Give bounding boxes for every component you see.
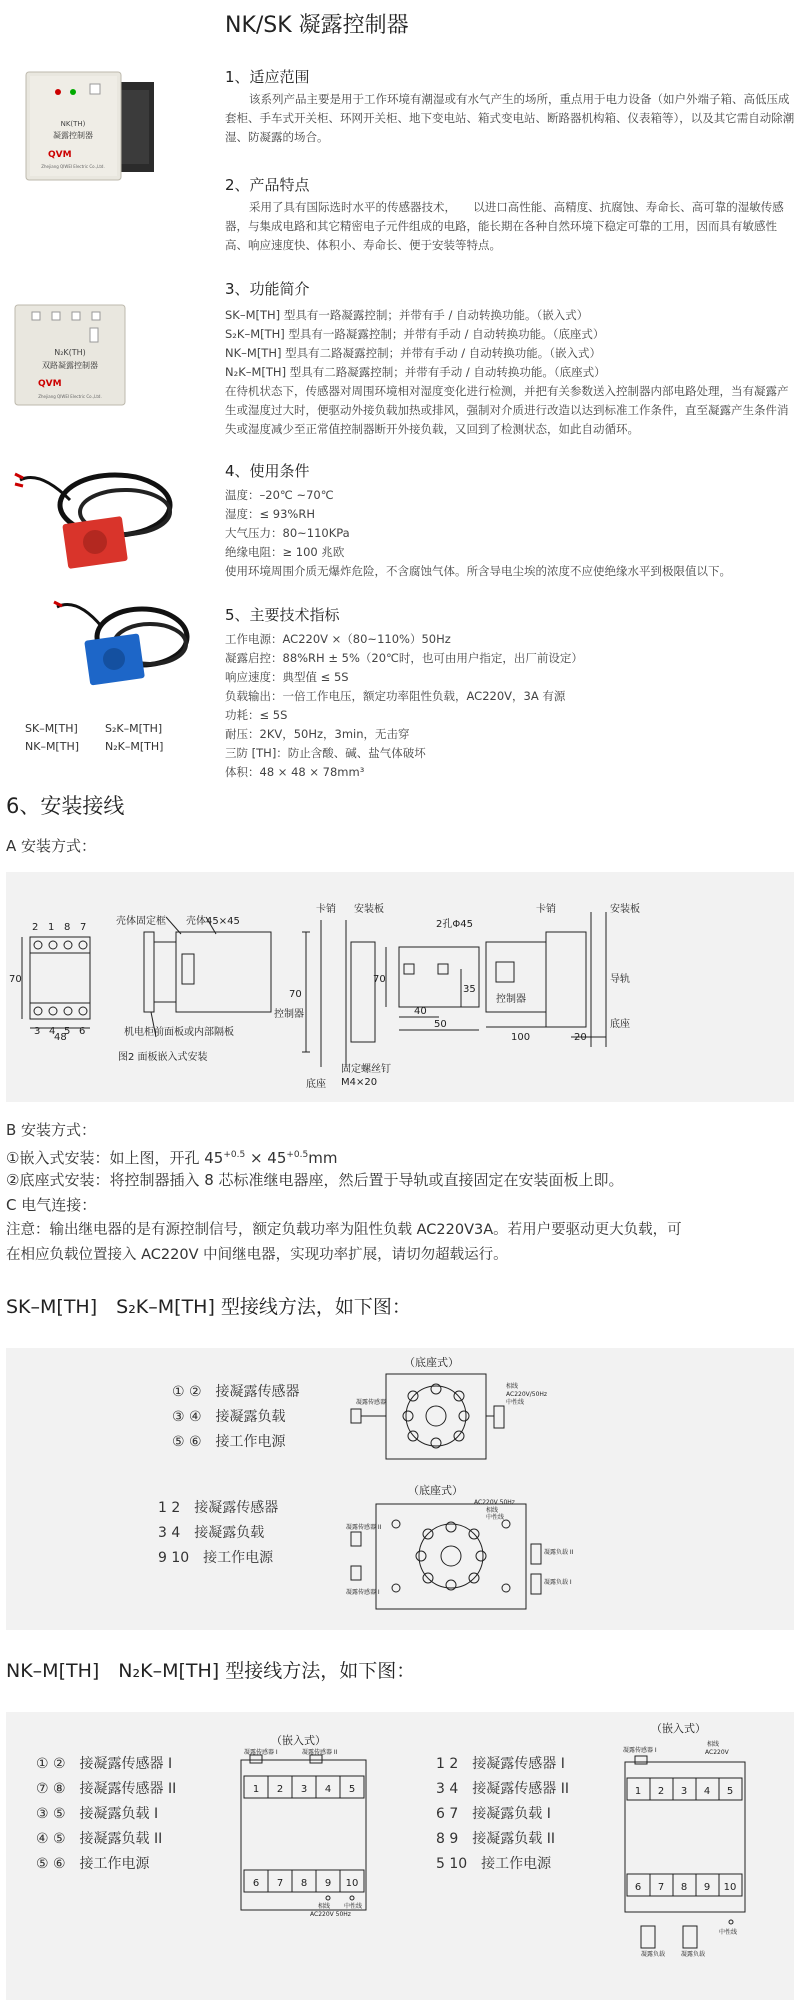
wiring1-diagram bbox=[346, 1354, 586, 1624]
wiring2-b-ac: AC220V bbox=[705, 1749, 729, 1756]
wiring2-b-bottom-8: 8 bbox=[680, 1882, 688, 1893]
dim-70-front: 70 bbox=[9, 974, 22, 985]
section2-heading: 2、产品特点 bbox=[225, 176, 310, 194]
red-sensor-photo bbox=[10, 460, 180, 580]
section5-line-5: 功耗：≤ 5S bbox=[225, 708, 288, 722]
install-b-heading: B 安装方式： bbox=[6, 1121, 97, 1139]
product2-name: N₂K(TH) bbox=[54, 348, 86, 357]
pin-label-bottom-4: 4 bbox=[49, 1026, 56, 1037]
installation-diagram bbox=[6, 872, 794, 1102]
wiring2-heading: NK–M[TH] N₂K–M[TH] 型接线方法，如下图： bbox=[6, 1660, 416, 1682]
section4-line-2: 湿度：≤ 93%RH bbox=[225, 507, 315, 521]
dim-40: 40 bbox=[414, 1006, 427, 1017]
install-b-line-1-mid: × 45 bbox=[245, 1149, 287, 1167]
sensor-image-red bbox=[10, 460, 180, 580]
section5-line-8: 体积：48 × 48 × 78mm³ bbox=[225, 765, 365, 779]
blue-sensor-photo bbox=[52, 592, 192, 702]
product2-sub: 双路凝露控制器 bbox=[42, 361, 98, 370]
pin-label-bottom-3: 3 bbox=[34, 1026, 41, 1037]
tolerance-1: +0.5 bbox=[223, 1150, 246, 1160]
panel-note: 机电柜前面板或内部隔板 bbox=[124, 1027, 234, 1038]
wiring2-a-top-1: 1 bbox=[252, 1784, 260, 1795]
section5-line-2: 凝露启控：88%RH ± 5%（20℃时，也可由用户指定，出厂前设定） bbox=[225, 651, 583, 665]
wiring1-b-line-3: 9 10 接工作电源 bbox=[158, 1550, 274, 1566]
controller-photo-1 bbox=[18, 62, 158, 187]
wiring2-b-bottom-10: 10 bbox=[723, 1882, 737, 1893]
sensor-image-blue bbox=[52, 592, 192, 702]
wiring2-b-neutral: 中性线 bbox=[719, 1929, 738, 1936]
holes-label: 2孔Φ45 bbox=[436, 919, 473, 930]
section5-line-4: 负载输出：一倍工作电压，额定功率阻性负载，AC220V，3A 有源 bbox=[225, 689, 566, 703]
wiring1-b-neutral: 中性线 bbox=[486, 1514, 505, 1521]
wiring1-b-ac: AC220V 50Hz bbox=[474, 1499, 515, 1506]
wiring2-b-line-3: 6 7 接凝露负载 I bbox=[436, 1806, 551, 1822]
model-label-s2k: S₂K–M[TH] bbox=[105, 722, 163, 735]
fig2-caption: 图2 面板嵌入式安装 bbox=[118, 1052, 208, 1063]
product2-company: Zhejiang QIWEI Electric Co.,Ltd. bbox=[38, 394, 102, 399]
wiring2-a-neutral: 中性线 bbox=[344, 1903, 363, 1910]
section5-line-7: 三防 [TH]：防止含酸、碱、盐气体破坏 bbox=[225, 746, 426, 760]
section3-line-4: N₂K–M[TH] 型具有二路凝露控制；并带有手动 / 自动转换功能。（底座式） bbox=[225, 365, 606, 379]
wiring2-a-line-2: ⑦ ⑧ 接凝露传感器 II bbox=[36, 1781, 177, 1797]
wiring1-a-line-2: ③ ④ 接凝露负载 bbox=[172, 1409, 286, 1425]
wiring1-a-title: （底座式） bbox=[404, 1356, 459, 1369]
dim-35: 35 bbox=[463, 984, 476, 995]
wiring2-b-top-2: 2 bbox=[657, 1786, 665, 1797]
note-line-2: 在相应负载位置接入 AC220V 中间继电器，实现功率扩展，请切勿超载运行。 bbox=[6, 1247, 508, 1263]
product1-brand: QVM bbox=[48, 150, 72, 160]
wiring2-a-diagram bbox=[236, 1720, 376, 1930]
wiring2-a-bottom-9: 9 bbox=[324, 1878, 332, 1889]
wiring2-a-line-5: ⑤ ⑥ 接工作电源 bbox=[36, 1856, 150, 1872]
wiring2-a-top-5: 5 bbox=[348, 1784, 356, 1795]
wiring2-b-diagram bbox=[621, 1712, 751, 1992]
wiring2-b-bottom-7: 7 bbox=[657, 1882, 665, 1893]
wiring2-a-bottom-10: 10 bbox=[345, 1878, 359, 1889]
wiring2-a-top-4: 4 bbox=[324, 1784, 332, 1795]
mount-board-label: 安装板 bbox=[354, 904, 384, 915]
product1-company: Zhejiang QIWEI Electric Co.,Ltd. bbox=[41, 164, 105, 169]
wiring2-b-title: （嵌入式） bbox=[651, 1722, 706, 1735]
wiring2-a-phase: 相线 bbox=[318, 1903, 331, 1910]
section5-line-6: 耐压：2KV，50Hz，3min，无击穿 bbox=[225, 727, 410, 741]
install-b-line-1 bbox=[6, 1143, 337, 1171]
controller-photo-2 bbox=[10, 300, 130, 410]
wiring1-b-title: （底座式） bbox=[408, 1484, 463, 1497]
section6-heading: 6、安装接线 bbox=[6, 794, 125, 818]
wiring1-heading: SK–M[TH] S₂K–M[TH] 型接线方法，如下图： bbox=[6, 1296, 411, 1318]
wiring2-b-bottom-6: 6 bbox=[634, 1882, 642, 1893]
dim-100: 100 bbox=[511, 1032, 531, 1043]
section3-line-1: SK–M[TH] 型具有一路凝露控制；并带有手 / 自动转换功能。（嵌入式） bbox=[225, 308, 589, 322]
wiring2-b-load2: 凝露负载 bbox=[681, 1951, 706, 1958]
dim-48: 48 bbox=[54, 1032, 67, 1043]
section5-heading: 5、主要技术指标 bbox=[225, 606, 340, 624]
wiring2-a-bottom-6: 6 bbox=[252, 1878, 260, 1889]
wiring1-a-phase: 相线 bbox=[506, 1383, 519, 1390]
wiring2-b-top-1: 1 bbox=[634, 1786, 642, 1797]
wiring2-b-line-4: 8 9 接凝露负载 II bbox=[436, 1831, 555, 1847]
base-label: 底座 bbox=[306, 1079, 326, 1090]
note-line-1: 注意：输出继电器的是有源控制信号，额定负载功率为阻性负载 AC220V3A。若用户要驱动更大负载，可 bbox=[6, 1222, 682, 1238]
wiring2-a-bottom-7: 7 bbox=[276, 1878, 284, 1889]
dim-70-side: 70 bbox=[289, 989, 302, 1000]
pin-label-bottom-6: 6 bbox=[79, 1026, 86, 1037]
section4-heading: 4、使用条件 bbox=[225, 462, 310, 480]
install-a-heading: A 安装方式： bbox=[6, 837, 97, 855]
wiring2-a-top-2: 2 bbox=[276, 1784, 284, 1795]
wiring2-b-phase: 相线 bbox=[707, 1741, 720, 1748]
pin-label: 卡销 bbox=[316, 904, 336, 915]
section3-line-3: NK–M[TH] 型具有二路凝露控制；并带有手动 / 自动转换功能。（嵌入式） bbox=[225, 346, 602, 360]
install-b-line-1-pre: ①嵌入式安装：如上图，开孔 45 bbox=[6, 1149, 224, 1167]
wiring1-b-phase: 相线 bbox=[486, 1507, 499, 1514]
wiring2-a-line-1: ① ② 接凝露传感器 I bbox=[36, 1756, 173, 1772]
section1-text: 该系列产品主要是用于工作环境有潮湿或有水气产生的场所，重点用于电力设备（如户外端子箱、高低压成套柜、手车式开关柜、环网开关柜、地下变电站、箱式变电站、断路器机构箱、仪表箱等），以及其它需自动除潮湿、防凝露的场合。 bbox=[225, 92, 795, 144]
wiring2-b-line-5: 5 10 接工作电源 bbox=[436, 1856, 552, 1872]
base-label-2: 底座 bbox=[610, 1019, 630, 1030]
section4-line-1: 温度：–20℃ ~70℃ bbox=[225, 488, 334, 502]
installation-diagram-panel bbox=[6, 872, 794, 1102]
wiring1-a-line-1: ① ② 接凝露传感器 bbox=[172, 1384, 300, 1400]
wiring2-b-load1: 凝露负载 bbox=[641, 1951, 666, 1958]
section4-line-3: 大气压力：80~110KPa bbox=[225, 526, 350, 540]
wiring2-a-line-3: ③ ⑤ 接凝露负载 I bbox=[36, 1806, 159, 1822]
section4-line-4: 绝缘电阻：≥ 100 兆欧 bbox=[225, 545, 345, 559]
wiring2-a-top-3: 3 bbox=[300, 1784, 308, 1795]
wiring1-a-line-3: ⑤ ⑥ 接工作电源 bbox=[172, 1434, 286, 1450]
screw-size-label: M4×20 bbox=[341, 1077, 378, 1088]
wiring2-b-sensor1: 凝露传感器 I bbox=[623, 1747, 657, 1754]
shell-frame-label: 壳体固定框 bbox=[116, 916, 166, 927]
wiring1-a-sensor: 凝露传感器 bbox=[356, 1399, 387, 1406]
wiring2-b-top-4: 4 bbox=[703, 1786, 711, 1797]
section3-line-2: S₂K–M[TH] 型具有一路凝露控制；并带有手动 / 自动转换功能。（底座式） bbox=[225, 327, 605, 341]
pin-label-top-2: 2 bbox=[32, 922, 39, 933]
dim-70-plate: 70 bbox=[373, 974, 386, 985]
section3-text: 在待机状态下，传感器对周围环境相对湿度变化进行检测，并把有关参数送入控制器内部电路处理，当有凝露产生或湿度过大时，便驱动外接负载加热或排风，强制对介质进行改造以达到标准工作条件，直至凝露产生条件消失或湿度减少至正常值控制器断开外接负载，又回到了检测状态，如此自动循环。 bbox=[225, 384, 789, 436]
wiring2-a-sensor1: 凝露传感器 I bbox=[244, 1749, 278, 1756]
model-label-nk: NK–M[TH] bbox=[25, 740, 80, 753]
dim-20: 20 bbox=[574, 1032, 587, 1043]
wiring2-b-bottom-9: 9 bbox=[703, 1882, 711, 1893]
product1-sub: 凝露控制器 bbox=[53, 131, 93, 140]
install-b-line-1-post: mm bbox=[308, 1149, 338, 1167]
wiring1-a-ac: AC220V/50Hz bbox=[506, 1391, 548, 1398]
controller-label: 控制器 bbox=[274, 1009, 304, 1020]
rail-label: 导轨 bbox=[610, 974, 630, 985]
wiring2-b-line-1: 1 2 接凝露传感器 I bbox=[436, 1756, 565, 1772]
section1-heading: 1、适应范围 bbox=[225, 68, 310, 86]
wiring1-b-line-1: 1 2 接凝露传感器 bbox=[158, 1500, 279, 1516]
wiring1-b-load2: 凝露负载 II bbox=[544, 1549, 574, 1556]
wiring1-b-sensor2: 凝露传感器 II bbox=[346, 1524, 382, 1531]
pin-label-2: 卡销 bbox=[536, 904, 556, 915]
mount-board-label-2: 安装板 bbox=[610, 904, 640, 915]
wiring1-b-load1: 凝露负载 I bbox=[544, 1579, 572, 1586]
pin-label-bottom-5: 5 bbox=[64, 1026, 71, 1037]
dim-50: 50 bbox=[434, 1019, 447, 1030]
section3-heading: 3、功能简介 bbox=[225, 280, 310, 298]
product2-brand: QVM bbox=[38, 379, 62, 389]
model-label-n2k: N₂K–M[TH] bbox=[105, 740, 164, 753]
pin-label-top-7: 7 bbox=[80, 922, 87, 933]
wiring2-panel bbox=[6, 1712, 794, 2000]
shell-size-label: 壳体45×45 bbox=[186, 916, 240, 927]
section5-line-3: 响应速度：典型值 ≤ 5S bbox=[225, 670, 349, 684]
product-image-nk bbox=[18, 62, 158, 187]
product1-name: NK(TH) bbox=[60, 120, 86, 128]
section2-text: 采用了具有国际选时水平的传感器技术， 以进口高性能、高精度、抗腐蚀、寿命长、高可靠的湿敏传感器，与集成电路和其它精密电子元件组成的电路，能长期在各种自然环境下稳定可靠的工用，因而具有敏感性高、响应速度快、体积小、寿命长、便于安装等特点。 bbox=[225, 200, 784, 252]
wiring2-b-top-3: 3 bbox=[680, 1786, 688, 1797]
install-c-heading: C 电气连接： bbox=[6, 1196, 97, 1214]
wiring1-panel bbox=[6, 1348, 794, 1630]
product-image-n2k bbox=[10, 300, 130, 410]
wiring2-a-ac: AC220V 50Hz bbox=[310, 1911, 351, 1918]
wiring2-a-title: （嵌入式） bbox=[271, 1734, 326, 1747]
controller-label-2: 控制器 bbox=[496, 994, 526, 1005]
pin-label-top-8: 8 bbox=[64, 922, 71, 933]
wiring2-a-bottom-8: 8 bbox=[300, 1878, 308, 1889]
wiring2-b-top-5: 5 bbox=[726, 1786, 734, 1797]
wiring2-a-sensor2: 凝露传感器 II bbox=[302, 1749, 338, 1756]
wiring2-b-line-2: 3 4 接凝露传感器 II bbox=[436, 1781, 569, 1797]
section5-line-1: 工作电源：AC220V ×（80~110%）50Hz bbox=[225, 632, 451, 646]
wiring1-b-sensor1: 凝露传感器 I bbox=[346, 1589, 380, 1596]
pin-label-top-1: 1 bbox=[48, 922, 55, 933]
tolerance-2: +0.5 bbox=[286, 1150, 309, 1160]
model-label-sk: SK–M[TH] bbox=[25, 722, 78, 735]
page-title: NK/SK 凝露控制器 bbox=[225, 13, 409, 38]
section4-line-5: 使用环境周围介质无爆炸危险，不含腐蚀气体。所含导电尘埃的浓度不应使绝缘水平到极限值以下。 bbox=[225, 564, 731, 578]
wiring1-a-neutral: 中性线 bbox=[506, 1399, 525, 1406]
wiring2-a-line-4: ④ ⑤ 接凝露负载 II bbox=[36, 1831, 163, 1847]
install-b-line-2: ②底座式安装：将控制器插入 8 芯标准继电器座，然后置于导轨或直接固定在安装面板上即。 bbox=[6, 1171, 624, 1189]
wiring1-b-line-2: 3 4 接凝露负载 bbox=[158, 1525, 265, 1541]
screw-label: 固定螺丝钉 bbox=[341, 1064, 391, 1075]
